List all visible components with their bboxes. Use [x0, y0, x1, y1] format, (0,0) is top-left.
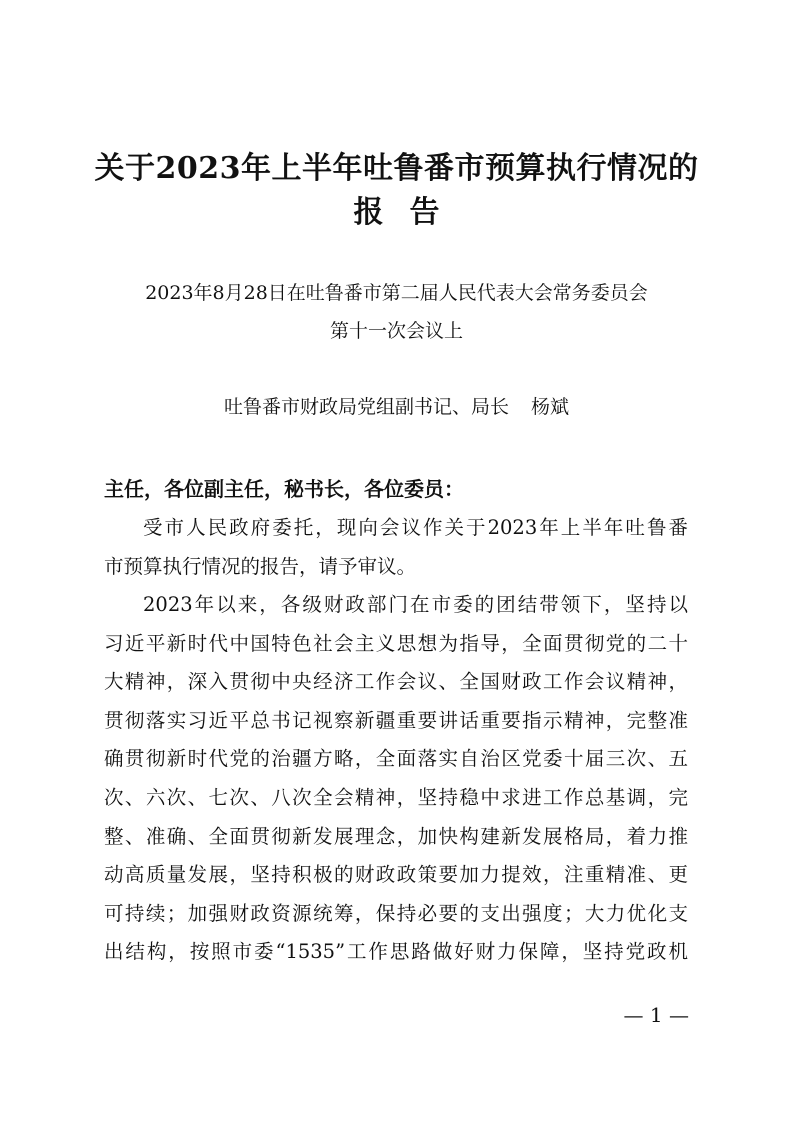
paragraph-2-line: 贯彻落实习近平总书记视察新疆重要讲话重要指示精神，完整准 — [104, 708, 688, 732]
document-title-line-2: 报告 — [353, 195, 466, 230]
paragraph-2-line: 可持续；加强财政资源统筹，保持必要的支出强度；大力优化支 — [104, 901, 688, 925]
paragraph-2-line: 2023年以来，各级财政部门在市委的团结带领下，坚持以 — [143, 593, 688, 616]
paragraph-1-line: 受市人民政府委托，现向会议作关于2023年上半年吐鲁番 — [143, 516, 688, 539]
author-line — [0, 392, 793, 422]
meeting-info-line-2: 第十一次会议上 — [329, 320, 463, 342]
page-number: — 1 — — [623, 1003, 689, 1027]
paragraph-2-line: 出结构，按照市委“1535”工作思路做好财力保障，坚持党政机 — [104, 940, 688, 964]
document-title-line-1: 关于2023年上半年吐鲁番市预算执行情况的 — [94, 151, 699, 186]
paragraph-1 — [104, 513, 688, 590]
paragraph-2 — [104, 590, 688, 976]
paragraph-2-line: 整、准确、全面贯彻新发展理念，加快构建新发展格局，着力推 — [104, 824, 688, 848]
paragraph-2-line: 习近平新时代中国特色社会主义思想为指导，全面贯彻党的二十 — [104, 631, 688, 655]
paragraph-2-line: 大精神，深入贯彻中央经济工作会议、全国财政工作会议精神， — [104, 670, 688, 694]
author-title: 吐鲁番市财政局党组副书记、局长 — [223, 396, 509, 418]
author-name: 杨斌 — [531, 396, 570, 418]
paragraph-2-line: 次、六次、七次、八次全会精神，坚持稳中求进工作总基调，完 — [104, 785, 688, 809]
salutation: 主任，各位副主任，秘书长，各位委员： — [104, 477, 464, 501]
meeting-info-line-1: 2023年8月28日在吐鲁番市第二届人民代表大会常务委员会 — [145, 282, 648, 304]
paragraph-2-line: 确贯彻新时代党的治疆方略，全面落实自治区党委十届三次、五 — [104, 747, 688, 771]
paragraph-1-line: 市预算执行情况的报告，请予审议。 — [104, 554, 417, 578]
paragraph-2-line: 动高质量发展，坚持积极的财政政策要加力提效，注重精准、更 — [104, 863, 688, 887]
